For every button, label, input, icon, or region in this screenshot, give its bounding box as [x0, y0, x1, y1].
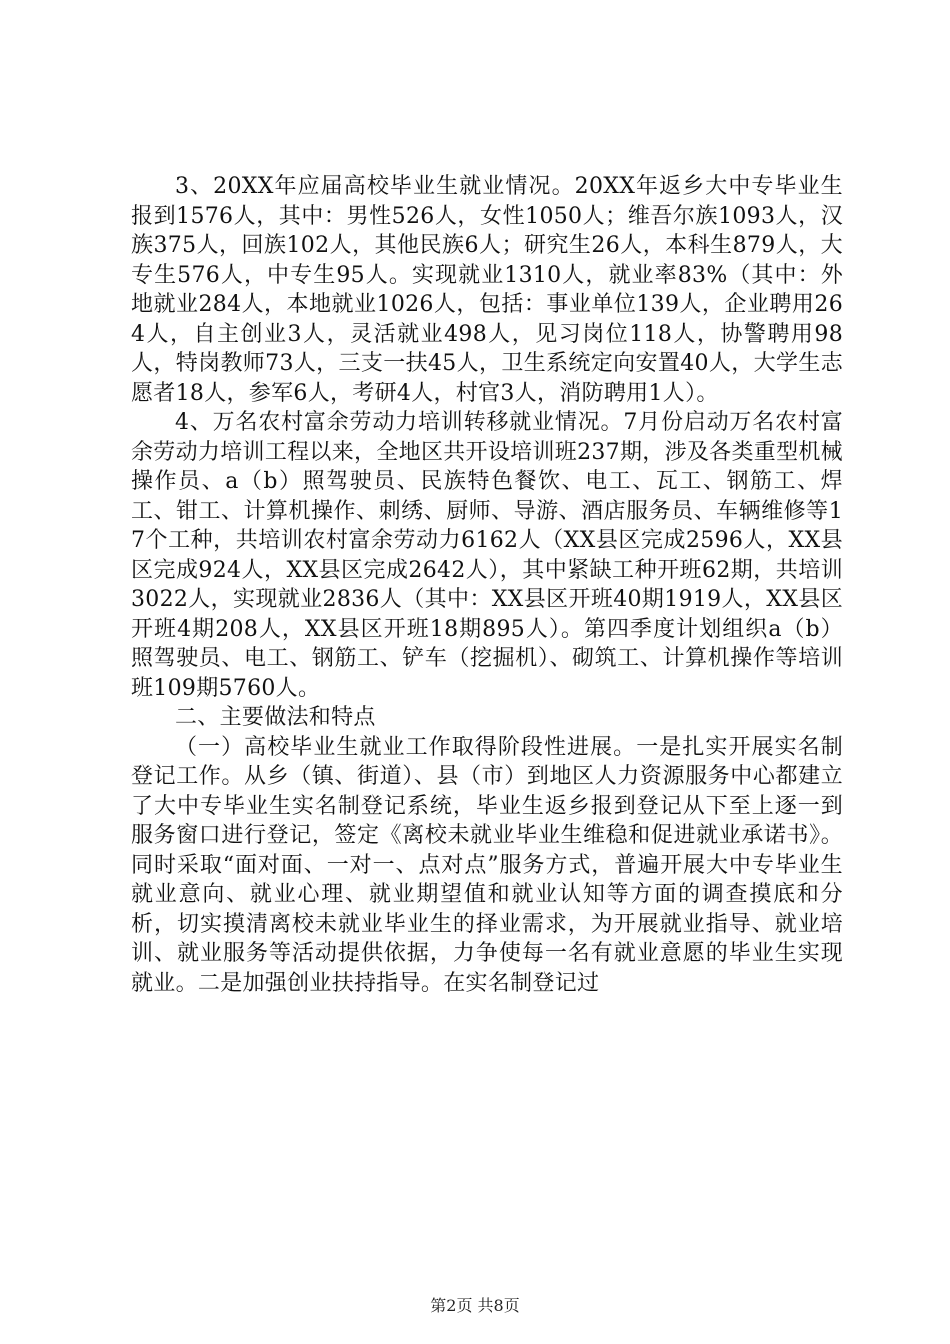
document-body — [131, 172, 843, 998]
page-number-footer: 第2页 共8页 — [430, 1296, 520, 1315]
section-heading-main-practices: 二、主要做法和特点 — [175, 705, 376, 730]
paragraph-graduate-employment: 3、20XX年应届高校毕业生就业情况。20XX年返乡大中专毕业生报到1576人，其中：男性526人，女性1050人；维吾尔族1093人，汉族375人，回族102人，其他民族6人；研究生26人，本科生879人，大专生576人，中专生95人。实现就业1310人，就业率83%（其中：外地就业284人，本地就业1026人，包括：事业单位139人，企业聘用264人，自主创业3人，灵活就业498人，见习岗位118人，协警聘用98人，特岗教师73人，三支一扶45人，卫生系统定向安置40人，大学生志愿者18人，参军6人，考研4人，村官3人，消防聘用1人）。 — [131, 174, 843, 406]
paragraph-rural-labor-training: 4、万名农村富余劳动力培训转移就业情况。7月份启动万名农村富余劳动力培训工程以来，全地区共开设培训班237期，涉及各类重型机械操作员、a（b）照驾驶员、民族特色餐饮、电工、瓦工、钢筋工、焊工、钳工、计算机操作、刺绣、厨师、导游、酒店服务员、车辆维修等17个工种，共培训农村富余劳动力6162人（XX县区完成2596人，XX县区完成924人，XX县区完成2642人），其中紧缺工种开班62期，共培训3022人，实现就业2836人（其中：XX县区开班40期1919人，XX县区开班4期208人，XX县区开班18期895人）。第四季度计划组织a（b）照驾驶员、电工、钢筋工、铲车（挖掘机）、砌筑工、计算机操作等培训班109期5760人。 — [131, 410, 843, 701]
paragraph-graduate-progress: （一）高校毕业生就业工作取得阶段性进展。一是扎实开展实名制登记工作。从乡（镇、街道）、县（市）到地区人力资源服务中心都建立了大中专毕业生实名制登记系统，毕业生返乡报到登记从下至上逐一到服务窗口进行登记，签定《离校未就业毕业生维稳和促进就业承诺书》。同时采取“面对面、一对一、点对点”服务方式，普遍开展大中专毕业生就业意向、就业心理、就业期望值和就业认知等方面的调查摸底和分析，切实摸清离校未就业毕业生的择业需求，为开展就业指导、就业培训、就业服务等活动提供依据，力争使每一名有就业意愿的毕业生实现就业。二是加强创业扶持指导。在实名制登记过 — [131, 734, 843, 996]
